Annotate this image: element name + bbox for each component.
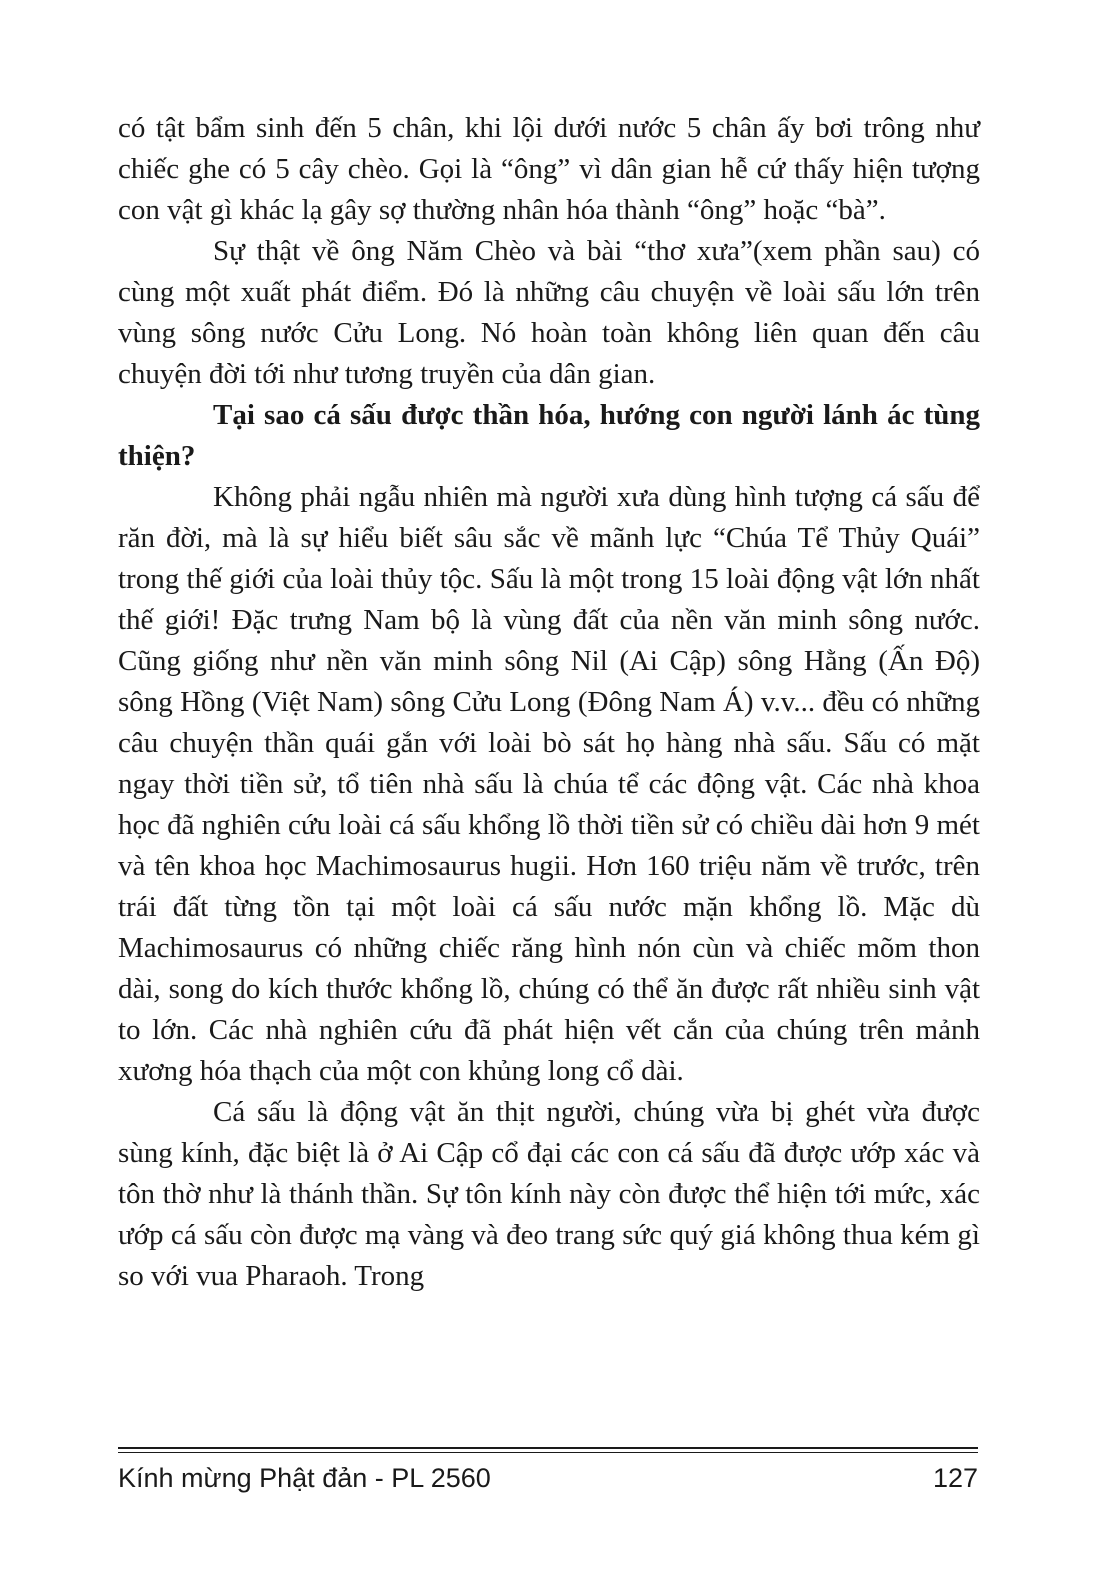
footer-title: Kính mừng Phật đản - PL 2560 (118, 1463, 491, 1493)
body-paragraph-continuation: có tật bẩm sinh đến 5 chân, khi lội dưới nước 5 chân ấy bơi trông như chiếc ghe có 5 cây chèo. Gọi là “ông” vì dân gian hễ cứ thấy hiện tượng con vật gì khác lạ gây sợ thường nhân hóa thành “ông” hoặc “bà”. (118, 112, 980, 226)
page-body (118, 108, 980, 1297)
section-heading: Tại sao cá sấu được thần hóa, hướng con người lánh ác tùng thiện? (118, 399, 980, 472)
body-paragraph: Cá sấu là động vật ăn thịt người, chúng vừa bị ghét vừa được sùng kính, đặc biệt là ở Ai Cập cổ đại các con cá sấu đã được ướp xác và tôn thờ như là thánh thần. Sự tôn kính này còn được thể hiện tới mức, xác ướp cá sấu còn được mạ vàng và đeo trang sức quý giá không thua kém gì so với vua Pharaoh. Trong (118, 1096, 980, 1292)
footer-divider (118, 1447, 978, 1449)
page-footer (118, 1458, 978, 1498)
body-paragraph: Không phải ngẫu nhiên mà người xưa dùng hình tượng cá sấu để răn đời, mà là sự hiểu biết sâu sắc về mãnh lực “Chúa Tể Thủy Quái” trong thế giới của loài thủy tộc. Sấu là một trong 15 loài động vật lớn nhất thế giới! Đặc trưng Nam bộ là vùng đất của nền văn minh sông nước. Cũng giống như nền văn minh sông Nil (Ai Cập) sông Hằng (Ấn Độ) sông Hồng (Việt Nam) sông Cửu Long (Đông Nam Á) v.v... đều có những câu chuyện thần quái gắn với loài bò sát họ hàng nhà sấu. Sấu có mặt ngay thời tiền sử, tổ tiên nhà sấu là chúa tể các động vật. Các nhà khoa học đã nghiên cứu loài cá sấu khổng lồ thời tiền sử có chiều dài hơn 9 mét và tên khoa học Machimosaurus hugii. Hơn 160 triệu năm về trước, trên trái đất từng tồn tại một loài cá sấu nước mặn khổng lồ. Mặc dù Machimosaurus có những chiếc răng hình nón cùn và chiếc mõm thon dài, song do kích thước khổng lồ, chúng có thể ăn được rất nhiều sinh vật to lớn. Các nhà nghiên cứu đã phát hiện vết cắn của chúng trên mảnh xương hóa thạch của một con khủng long cổ dài. (118, 481, 980, 1087)
page-number: 127 (932, 1463, 978, 1493)
body-paragraph: Sự thật về ông Năm Chèo và bài “thơ xưa”(xem phần sau) có cùng một xuất phát điểm. Đó là những câu chuyện về loài sấu lớn trên vùng sông nước Cửu Long. Nó hoàn toàn không liên quan đến câu chuyện đời tới như tương truyền của dân gian. (118, 235, 980, 390)
